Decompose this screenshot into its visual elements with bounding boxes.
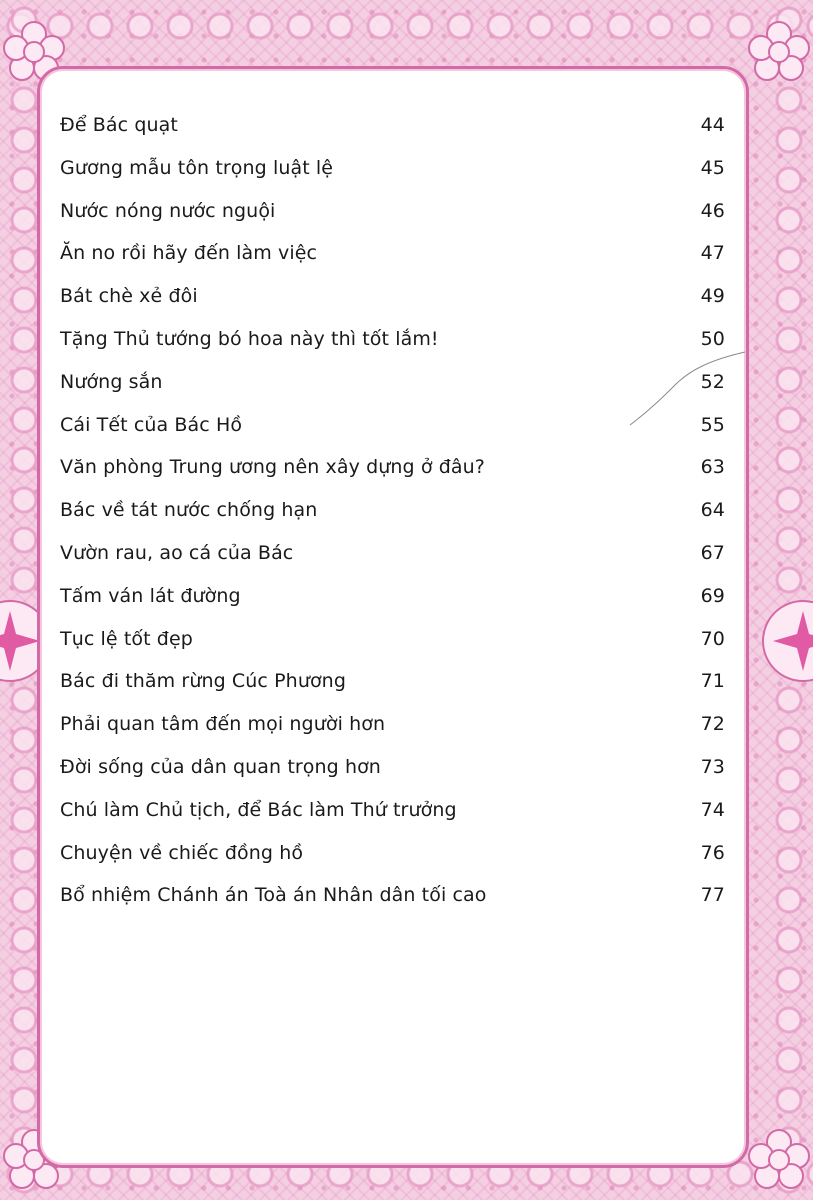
toc-title: Cái Tết của Bác Hồ — [60, 413, 243, 436]
toc-title: Để Bác quạt — [60, 114, 178, 136]
corner-flower-icon — [747, 1128, 811, 1192]
toc-page-number: 52 — [700, 370, 725, 393]
toc-title: Tục lệ tốt đẹp — [60, 627, 193, 650]
toc-title: Bác đi thăm rừng Cúc Phương — [60, 670, 346, 693]
toc-title: Nước nóng nước nguội — [60, 199, 276, 222]
toc-page-number: 64 — [700, 499, 725, 522]
toc-page-number: 44 — [700, 114, 725, 136]
toc-title: Bát chè xẻ đôi — [60, 285, 198, 308]
toc-page-number: 74 — [700, 798, 725, 821]
toc-title: Ăn no rồi hãy đến làm việc — [60, 242, 318, 265]
toc-entry — [60, 414, 725, 457]
toc-page-number: 70 — [700, 627, 725, 650]
toc-title: Tấm ván lát đường — [60, 584, 241, 607]
toc-entry — [60, 799, 725, 842]
toc-page-number: 49 — [700, 285, 725, 308]
table-of-contents — [60, 114, 725, 927]
toc-entry — [60, 200, 725, 243]
toc-entry — [60, 456, 725, 499]
toc-page-number: 67 — [700, 541, 725, 564]
toc-entry — [60, 713, 725, 756]
toc-title: Gương mẫu tôn trọng luật lệ — [60, 156, 334, 179]
toc-page-number: 45 — [700, 156, 725, 179]
toc-page-number: 63 — [700, 456, 725, 479]
toc-page-number: 72 — [700, 713, 725, 736]
corner-flower-icon — [747, 20, 811, 84]
toc-title: Phải quan tâm đến mọi người hơn — [60, 713, 386, 736]
toc-title: Chuyện về chiếc đồng hồ — [60, 841, 304, 864]
toc-page-number: 76 — [700, 841, 725, 864]
toc-title: Chú làm Chủ tịch, để Bác làm Thứ trưởng — [60, 798, 457, 821]
toc-entry — [60, 157, 725, 200]
toc-page-number: 55 — [700, 413, 725, 436]
toc-page-number: 46 — [700, 199, 725, 222]
toc-entry — [60, 756, 725, 799]
toc-entry — [60, 842, 725, 885]
toc-entry — [60, 328, 725, 371]
toc-entry — [60, 242, 725, 285]
toc-title: Nướng sắn — [60, 370, 163, 393]
toc-page-number: 50 — [700, 327, 725, 350]
toc-entry — [60, 114, 725, 157]
border-scallop-top — [0, 6, 813, 46]
toc-entry — [60, 499, 725, 542]
toc-title: Đời sống của dân quan trọng hơn — [60, 755, 381, 778]
toc-title: Văn phòng Trung ương nên xây dựng ở đâu? — [60, 456, 485, 479]
toc-entry — [60, 670, 725, 713]
toc-title: Vườn rau, ao cá của Bác — [60, 541, 294, 564]
toc-page-number: 73 — [700, 755, 725, 778]
toc-entry — [60, 371, 725, 414]
toc-entry — [60, 884, 725, 927]
toc-page-number: 47 — [700, 242, 725, 265]
toc-page-number: 71 — [700, 670, 725, 693]
side-medallion-icon — [753, 596, 813, 686]
toc-title: Bổ nhiệm Chánh án Toà án Nhân dân tối cao — [60, 884, 487, 907]
toc-page-number: 69 — [700, 584, 725, 607]
toc-title: Bác về tát nước chống hạn — [60, 499, 318, 522]
toc-entry — [60, 542, 725, 585]
toc-entry — [60, 585, 725, 628]
toc-title: Tặng Thủ tướng bó hoa này thì tốt lắm! — [60, 327, 439, 350]
toc-page-number: 77 — [700, 884, 725, 907]
toc-entry — [60, 285, 725, 328]
toc-entry — [60, 628, 725, 671]
